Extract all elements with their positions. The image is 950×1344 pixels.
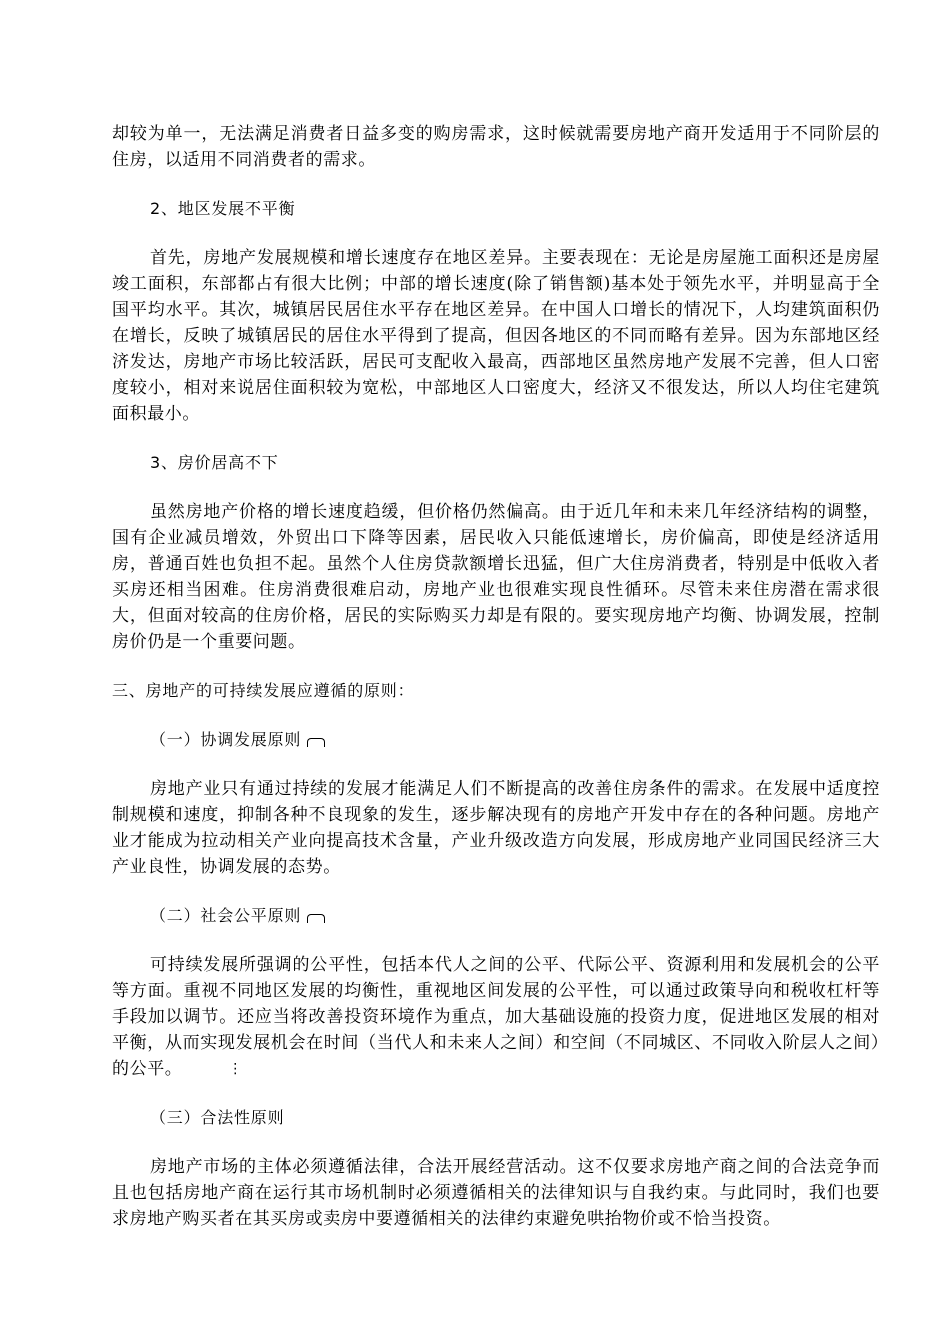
annotation-mark-icon [307,738,325,747]
document-page [112,121,880,1232]
vertical-ellipsis-icon: ⋮ [228,1061,244,1077]
heading-high-prices: 3、房价居高不下 [150,453,279,472]
section-heading-principles: 三、房地产的可持续发展应遵循的原则： [112,681,415,700]
subheading-fairness-text: （二）社会公平原则 [150,906,302,925]
subheading-coordination-text: （一）协调发展原则 [150,730,302,749]
paragraph-coordination: 房地产业只有通过持续的发展才能满足人们不断提高的改善住房条件的需求。在发展中适度控制规模和速度，抑制各种不良现象的发生，逐步解决现有的房地产开发中存在的各种问题。房地产业才能成为拉动相关产业向提高技术含量，产业升级改造方向发展，形成房地产业同国民经济三大产业良性，协调发展的态势。 [112,779,880,877]
paragraph-regional-imbalance: 首先，房地产发展规模和增长速度存在地区差异。主要表现在：无论是房屋施工面积还是房屋竣工面积，东部都占有很大比例；中部的增长速度(除了销售额)基本处于领先水平，并明显高于全国平均水平。其次，城镇居民居住水平存在地区差异。在中国人口增长的情况下，人均建筑面积仍在增长，反映了城镇居民的居住水平得到了提高，但因各地区的不同而略有差异。因为东部地区经济发达，房地产市场比较活跃，居民可支配收入最高，西部地区虽然房地产发展不完善，但人口密度较小，相对来说居住面积较为宽松，中部地区人口密度大，经济又不很发达，所以人均住宅建筑面积最小。 [112,248,880,424]
paragraph-high-prices: 虽然房地产价格的增长速度趋缓，但价格仍然偏高。由于近几年和未来几年经济结构的调整，国有企业减员增效，外贸出口下降等因素，居民收入只能低速增长，房价偏高，即使是经济适用房，普通百姓也负担不起。虽然个人住房贷款额增长迅猛，但广大住房消费者，特别是中低收入者买房还相当困难。住房消费很难启动，房地产业也很难实现良性循环。尽管未来住房潜在需求很大，但面对较高的住房价格，居民的实际购买力却是有限的。要实现房地产均衡、协调发展，控制房价仍是一个重要问题。 [112,502,880,652]
annotation-mark-icon [307,914,325,923]
heading-regional-imbalance: 2、地区发展不平衡 [150,199,296,218]
paragraph-continued: 却较为单一，无法满足消费者日益多变的购房需求，这时候就需要房地产商开发适用于不同阶层的住房，以适用不同消费者的需求。 [112,124,880,170]
paragraph-fairness [112,952,880,1082]
paragraph-legality: 房地产市场的主体必须遵循法律，合法开展经营活动。这不仅要求房地产商之间的合法竞争而且也包括房地产商在运行其市场机制时必须遵循相关的法律知识与自我约束。与此同时，我们也要求房地产购买者在其买房或卖房中要遵循相关的法律约束避免哄抬物价或不恰当投资。 [112,1157,880,1229]
subheading-coordination [112,727,880,753]
subheading-legality: （三）合法性原则 [150,1108,285,1127]
paragraph-fairness-text: 可持续发展所强调的公平性，包括本代人之间的公平、代际公平、资源利用和发展机会的公平等方面。重视不同地区发展的均衡性，重视地区间发展的公平性，可以通过政策导向和税收杠杆等手段加以调节。还应当将改善投资环境作为重点，加大基础设施的投资力度，促进地区发展的相对平衡，从而实现发展机会在时间（当代人和未来人之间）和空间（不同城区、不同收入阶层人之间）的公平。 [112,955,880,1079]
subheading-fairness [112,903,880,929]
